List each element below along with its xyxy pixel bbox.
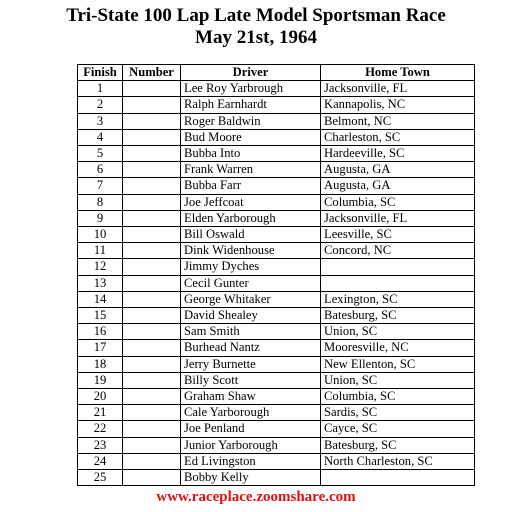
home-town-cell: Belmont, NC — [321, 113, 475, 129]
finish-cell: 11 — [78, 243, 123, 259]
home-town-cell: Charleston, SC — [321, 129, 475, 145]
finish-cell: 20 — [78, 389, 123, 405]
number-cell — [123, 97, 181, 113]
results-body — [78, 81, 475, 486]
website-url: www.raceplace.zoomshare.com — [156, 489, 356, 505]
table-row — [78, 389, 475, 405]
number-cell — [123, 340, 181, 356]
finish-cell: 3 — [78, 113, 123, 129]
number-cell — [123, 210, 181, 226]
home-town-cell: New Ellenton, SC — [321, 356, 475, 372]
results-table — [77, 64, 475, 486]
table-row — [78, 194, 475, 210]
number-cell — [123, 146, 181, 162]
table-row — [78, 372, 475, 388]
finish-cell: 21 — [78, 405, 123, 421]
finish-cell: 19 — [78, 372, 123, 388]
race-date: May 21st, 1964 — [195, 27, 317, 48]
table-row — [78, 340, 475, 356]
number-cell — [123, 308, 181, 324]
driver-cell: Bud Moore — [181, 129, 321, 145]
finish-cell: 15 — [78, 308, 123, 324]
home-town-cell: Union, SC — [321, 324, 475, 340]
column-header-finish: Finish — [78, 65, 123, 81]
driver-cell: Jimmy Dyches — [181, 259, 321, 275]
home-town-cell: Columbia, SC — [321, 389, 475, 405]
finish-cell: 23 — [78, 437, 123, 453]
home-town-cell: Columbia, SC — [321, 194, 475, 210]
number-cell — [123, 227, 181, 243]
table-row — [78, 259, 475, 275]
home-town-cell: Augusta, GA — [321, 178, 475, 194]
column-header-number: Number — [123, 65, 181, 81]
driver-cell: Sam Smith — [181, 324, 321, 340]
driver-cell: Bubba Into — [181, 146, 321, 162]
home-town-cell: Jacksonville, FL — [321, 81, 475, 97]
number-cell — [123, 291, 181, 307]
home-town-cell: Hardeeville, SC — [321, 146, 475, 162]
finish-cell: 24 — [78, 453, 123, 469]
number-cell — [123, 259, 181, 275]
table-row — [78, 113, 475, 129]
table-row — [78, 146, 475, 162]
driver-cell: Lee Roy Yarbrough — [181, 81, 321, 97]
number-cell — [123, 129, 181, 145]
number-cell — [123, 324, 181, 340]
column-header-driver: Driver — [181, 65, 321, 81]
number-cell — [123, 372, 181, 388]
finish-cell: 25 — [78, 470, 123, 486]
finish-cell: 13 — [78, 275, 123, 291]
table-row — [78, 178, 475, 194]
number-cell — [123, 178, 181, 194]
table-row — [78, 437, 475, 453]
home-town-cell — [321, 275, 475, 291]
driver-cell: Frank Warren — [181, 162, 321, 178]
driver-cell: Cale Yarborough — [181, 405, 321, 421]
home-town-cell: Concord, NC — [321, 243, 475, 259]
table-row — [78, 275, 475, 291]
driver-cell: Bobby Kelly — [181, 470, 321, 486]
number-cell — [123, 453, 181, 469]
number-cell — [123, 356, 181, 372]
driver-cell: Bill Oswald — [181, 227, 321, 243]
table-row — [78, 356, 475, 372]
finish-cell: 8 — [78, 194, 123, 210]
home-town-cell — [321, 259, 475, 275]
finish-cell: 12 — [78, 259, 123, 275]
finish-cell: 18 — [78, 356, 123, 372]
table-row — [78, 405, 475, 421]
finish-cell: 6 — [78, 162, 123, 178]
column-header-home-town: Home Town — [321, 65, 475, 81]
finish-cell: 10 — [78, 227, 123, 243]
number-cell — [123, 113, 181, 129]
finish-cell: 2 — [78, 97, 123, 113]
home-town-cell: North Charleston, SC — [321, 453, 475, 469]
driver-cell: Ralph Earnhardt — [181, 97, 321, 113]
table-row — [78, 210, 475, 226]
finish-cell: 16 — [78, 324, 123, 340]
home-town-cell: Kannapolis, NC — [321, 97, 475, 113]
table-row — [78, 97, 475, 113]
home-town-cell: Batesburg, SC — [321, 437, 475, 453]
table-row — [78, 308, 475, 324]
table-row — [78, 129, 475, 145]
number-cell — [123, 81, 181, 97]
table-row — [78, 453, 475, 469]
home-town-cell: Union, SC — [321, 372, 475, 388]
driver-cell: Junior Yarborough — [181, 437, 321, 453]
finish-cell: 22 — [78, 421, 123, 437]
home-town-cell: Augusta, GA — [321, 162, 475, 178]
home-town-cell: Leesville, SC — [321, 227, 475, 243]
driver-cell: Bubba Farr — [181, 178, 321, 194]
number-cell — [123, 194, 181, 210]
finish-cell: 7 — [78, 178, 123, 194]
number-cell — [123, 275, 181, 291]
home-town-cell: Mooresville, NC — [321, 340, 475, 356]
number-cell — [123, 470, 181, 486]
finish-cell: 5 — [78, 146, 123, 162]
driver-cell: Elden Yarborough — [181, 210, 321, 226]
table-row — [78, 162, 475, 178]
driver-cell: Cecil Gunter — [181, 275, 321, 291]
driver-cell: Burhead Nantz — [181, 340, 321, 356]
finish-cell: 1 — [78, 81, 123, 97]
table-row — [78, 421, 475, 437]
finish-cell: 9 — [78, 210, 123, 226]
table-header-row — [78, 65, 475, 81]
table-row — [78, 81, 475, 97]
race-title: Tri-State 100 Lap Late Model Sportsman Race — [66, 5, 446, 26]
home-town-cell — [321, 470, 475, 486]
number-cell — [123, 437, 181, 453]
driver-cell: Roger Baldwin — [181, 113, 321, 129]
driver-cell: George Whitaker — [181, 291, 321, 307]
table-row — [78, 243, 475, 259]
home-town-cell: Cayce, SC — [321, 421, 475, 437]
driver-cell: David Shealey — [181, 308, 321, 324]
driver-cell: Graham Shaw — [181, 389, 321, 405]
finish-cell: 4 — [78, 129, 123, 145]
driver-cell: Ed Livingston — [181, 453, 321, 469]
number-cell — [123, 243, 181, 259]
driver-cell: Billy Scott — [181, 372, 321, 388]
finish-cell: 17 — [78, 340, 123, 356]
home-town-cell: Jacksonville, FL — [321, 210, 475, 226]
driver-cell: Joe Penland — [181, 421, 321, 437]
home-town-cell: Lexington, SC — [321, 291, 475, 307]
finish-cell: 14 — [78, 291, 123, 307]
home-town-cell: Batesburg, SC — [321, 308, 475, 324]
number-cell — [123, 389, 181, 405]
table-row — [78, 227, 475, 243]
driver-cell: Joe Jeffcoat — [181, 194, 321, 210]
number-cell — [123, 405, 181, 421]
home-town-cell: Sardis, SC — [321, 405, 475, 421]
number-cell — [123, 162, 181, 178]
number-cell — [123, 421, 181, 437]
table-row — [78, 324, 475, 340]
table-row — [78, 470, 475, 486]
driver-cell: Dink Widenhouse — [181, 243, 321, 259]
driver-cell: Jerry Burnette — [181, 356, 321, 372]
table-row — [78, 291, 475, 307]
